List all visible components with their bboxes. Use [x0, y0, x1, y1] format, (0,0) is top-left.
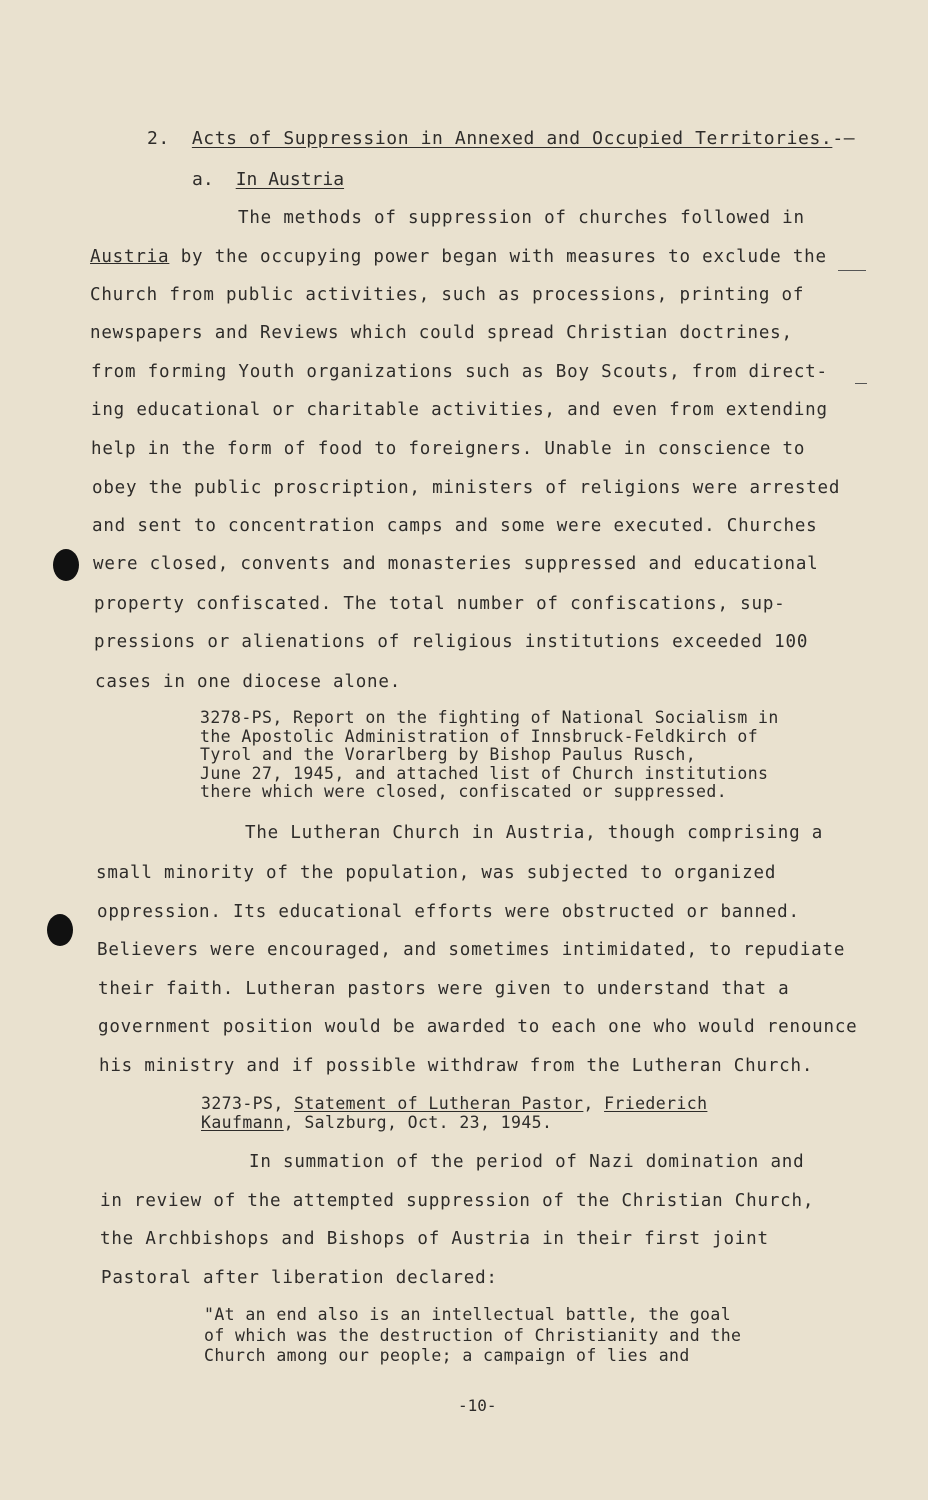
paragraph-line: ing educational or charitable activities, and even from extending	[91, 400, 828, 420]
stray-mark	[838, 270, 866, 271]
quote-block	[204, 1305, 741, 1367]
stray-mark	[855, 383, 867, 384]
paragraph-line: and sent to concentration camps and some were executed. Churches	[92, 516, 818, 536]
citation-line: 3278-PS, Report on the fighting of National Socialism in	[200, 708, 779, 727]
punch-hole	[47, 914, 73, 946]
paragraph-line: Believers were encouraged, and sometimes intimidated, to repudiate	[97, 940, 846, 960]
paragraph-line: government position would be awarded to each one who would renounce	[98, 1017, 858, 1037]
paragraph-line: Church from public activities, such as processions, printing of	[90, 285, 805, 305]
quote-line: Church among our people; a campaign of lies and	[204, 1346, 690, 1365]
citation-line: there which were closed, confiscated or suppressed.	[200, 782, 728, 801]
paragraph-line: were closed, convents and monasteries suppressed and educational	[93, 554, 819, 574]
citation-line: 3273-PS, Statement of Lutheran Pastor, Friederich	[201, 1094, 708, 1113]
subsection-letter: a.	[192, 169, 214, 190]
citation-surname: Kaufmann	[201, 1112, 284, 1132]
section-heading	[147, 128, 855, 149]
paragraph-line: Pastoral after liberation declared:	[101, 1268, 498, 1288]
paragraph-line: the Archbishops and Bishops of Austria in their first joint	[100, 1229, 769, 1249]
citation-line: the Apostolic Administration of Innsbruck-Feldkirch of	[200, 726, 759, 746]
paragraph-line: in review of the attempted suppression of the Christian Church,	[100, 1191, 815, 1211]
page-number: -10-	[458, 1396, 497, 1415]
punch-hole	[53, 549, 79, 581]
paragraph-line: from forming Youth organizations such as Boy Scouts, from direct-	[91, 362, 828, 382]
citation-title: Statement of Lutheran Pastor	[294, 1094, 584, 1113]
citation-line: June 27, 1945, and attached list of Church institutions	[200, 763, 769, 783]
section-dash: -—	[832, 128, 856, 149]
paragraph-line: small minority of the population, was subjected to organized	[96, 863, 777, 883]
citation-block	[201, 1095, 707, 1132]
paragraph-line: property confiscated. The total number of confiscations, sup-	[94, 594, 786, 614]
subsection-title: In Austria	[235, 169, 345, 190]
section-title: Acts of Suppression in Annexed and Occupied Territories.	[191, 128, 833, 149]
quote-line: of which was the destruction of Christianity and the	[204, 1325, 742, 1345]
paragraph-line: cases in one diocese alone.	[95, 672, 402, 692]
subsection-heading	[192, 169, 344, 190]
paragraph-line: The methods of suppression of churches followed in	[238, 208, 805, 228]
paragraph-line: The Lutheran Church in Austria, though comprising a	[245, 823, 824, 843]
paragraph-line: obey the public proscription, ministers of religions were arrested	[92, 478, 841, 498]
citation-name: Friederich	[604, 1094, 708, 1113]
section-number: 2.	[147, 128, 170, 149]
underlined-word: Austria	[90, 247, 170, 267]
paragraph-line: oppression. Its educational efforts were obstructed or banned.	[97, 902, 800, 922]
paragraph-line: help in the form of food to foreigners. Unable in conscience to	[91, 439, 806, 459]
paragraph-line: Austria by the occupying power began with measures to exclude the	[90, 247, 827, 267]
citation-line: Tyrol and the Vorarlberg by Bishop Paulus Rusch,	[200, 745, 697, 764]
citation-block	[200, 709, 779, 802]
paragraph-line: pressions or alienations of religious institutions exceeded 100	[94, 632, 809, 652]
citation-line: Kaufmann, Salzburg, Oct. 23, 1945.	[201, 1112, 553, 1132]
paragraph-line: newspapers and Reviews which could spread Christian doctrines,	[90, 323, 793, 343]
quote-line: "At an end also is an intellectual battle, the goal	[204, 1305, 732, 1324]
paragraph-line: their faith. Lutheran pastors were given to understand that a	[98, 979, 790, 999]
paragraph-line: his ministry and if possible withdraw from the Lutheran Church.	[99, 1056, 814, 1076]
paragraph-line: In summation of the period of Nazi domination and	[249, 1152, 805, 1172]
